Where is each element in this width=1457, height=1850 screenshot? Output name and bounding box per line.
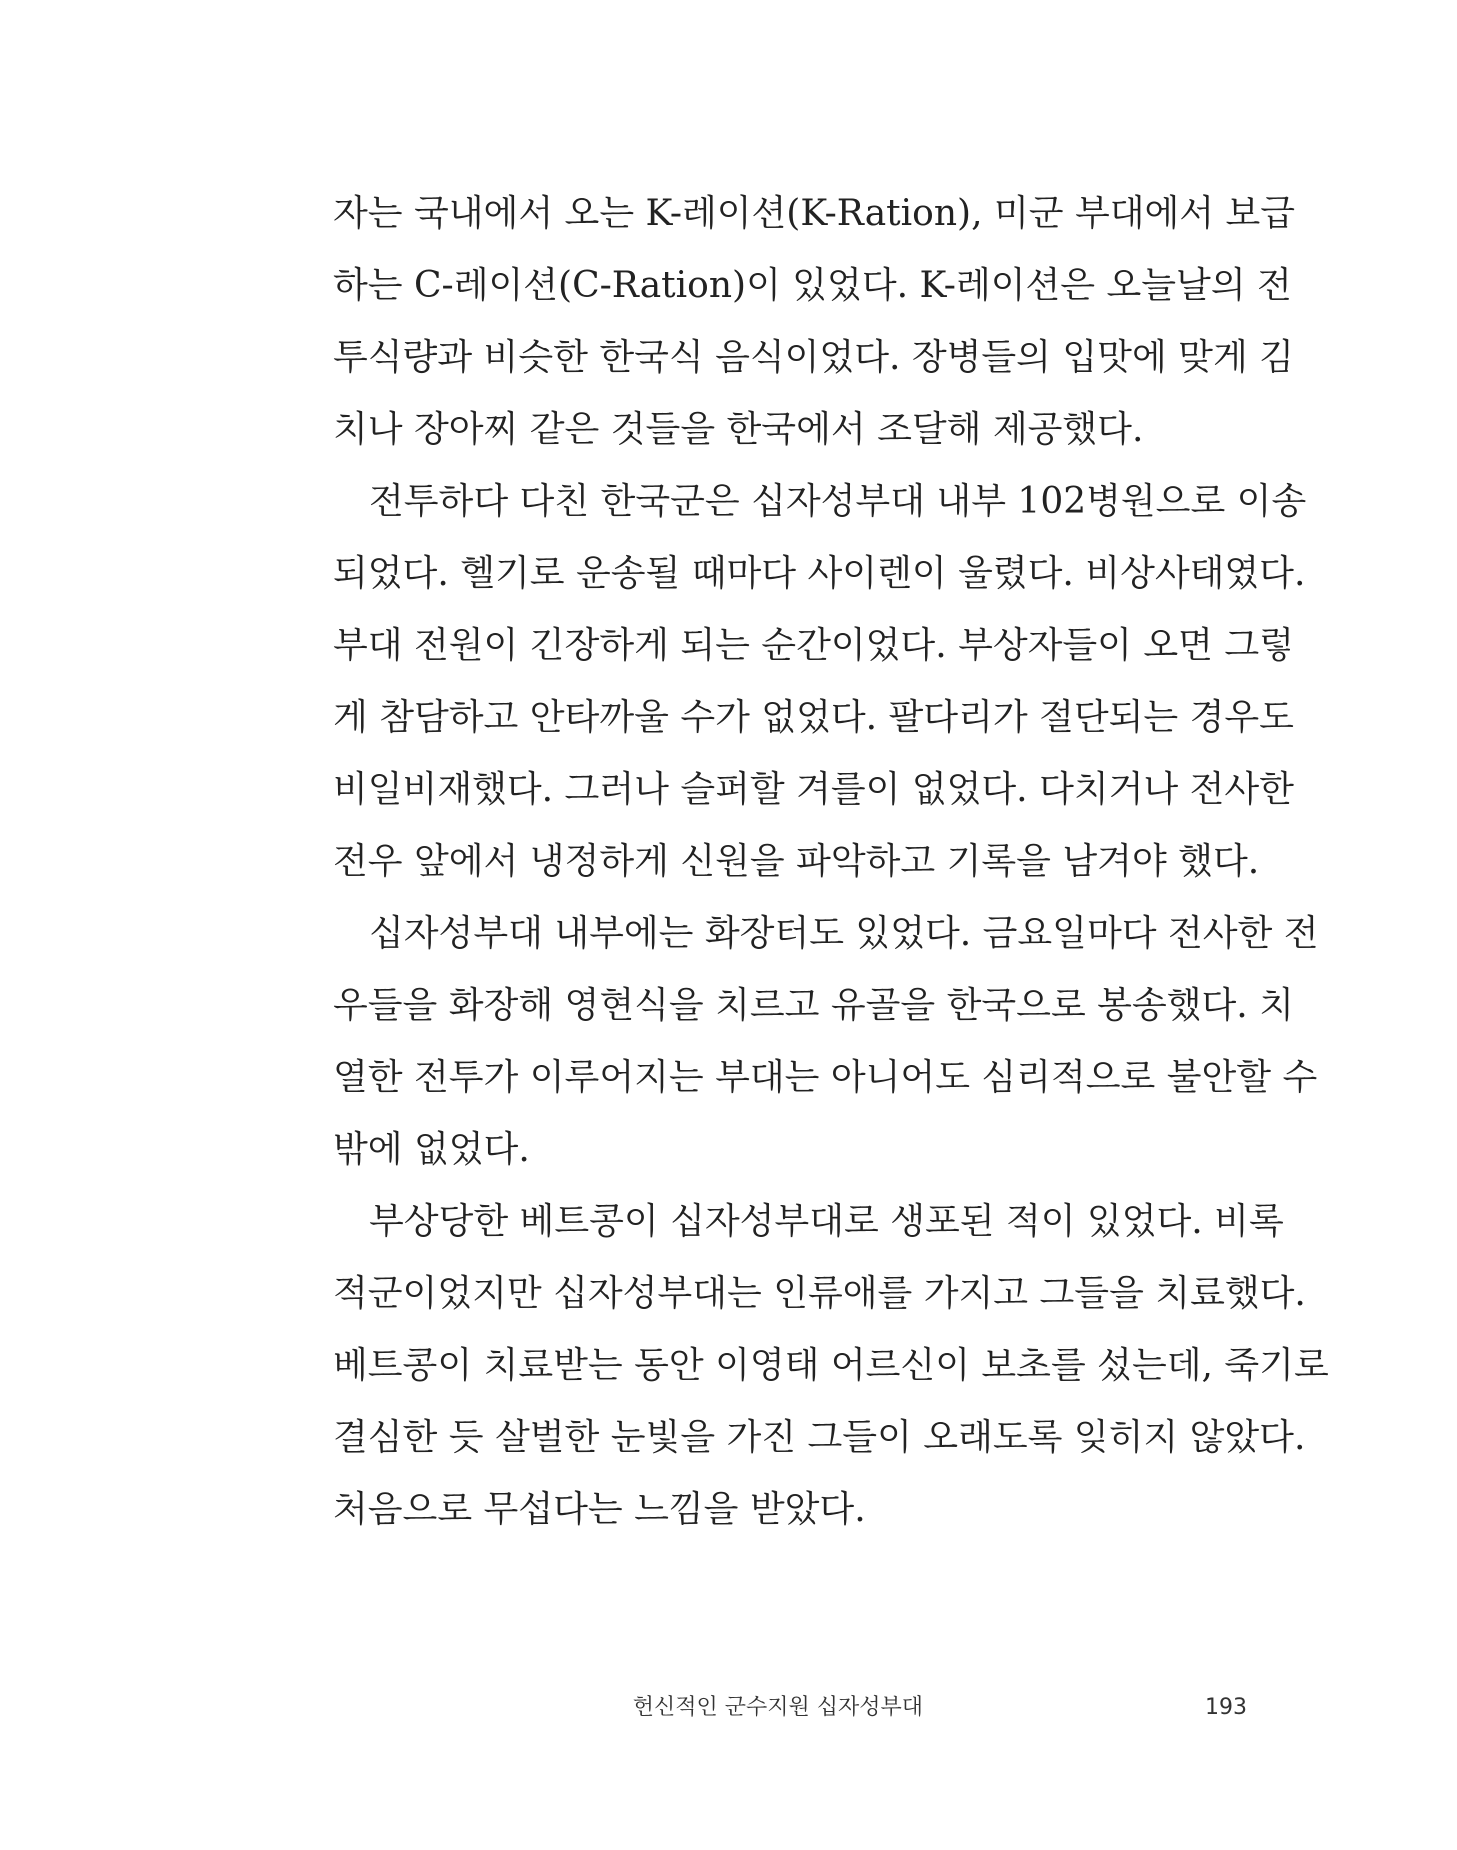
text-line: 게 참담하고 안타까울 수가 없었다. 팔다리가 절단되는 경우도 xyxy=(333,697,1294,738)
paragraph-4 xyxy=(333,1186,1329,1546)
text-line: 처음으로 무섭다는 느낌을 받았다. xyxy=(333,1489,866,1530)
page-number: 193 xyxy=(1205,1695,1247,1720)
text-line: 투식량과 비슷한 한국식 음식이었다. 장병들의 입맛에 맞게 김 xyxy=(333,337,1294,378)
text-line: 밖에 없었다. xyxy=(333,1129,530,1170)
paragraph-1 xyxy=(333,178,1296,466)
body-text xyxy=(333,178,1329,1546)
paragraph-2 xyxy=(333,466,1307,898)
text-line: 전우 앞에서 냉정하게 신원을 파악하고 기록을 남겨야 했다. xyxy=(333,841,1260,882)
text-line: 열한 전투가 이루어지는 부대는 아니어도 심리적으로 불안할 수 xyxy=(333,1057,1318,1098)
text-line: 십자성부대 내부에는 화장터도 있었다. 금요일마다 전사한 전 xyxy=(369,913,1319,954)
text-line: 하는 C-레이션(C-Ration)이 있었다. K-레이션은 오늘날의 전 xyxy=(333,265,1292,306)
text-line: 베트콩이 치료받는 동안 이영태 어르신이 보초를 섰는데, 죽기로 xyxy=(333,1345,1329,1386)
text-line: 자는 국내에서 오는 K-레이션(K-Ration), 미군 부대에서 보급 xyxy=(333,193,1296,234)
text-line: 적군이었지만 십자성부대는 인류애를 가지고 그들을 치료했다. xyxy=(333,1273,1306,1314)
text-line: 전투하다 다친 한국군은 십자성부대 내부 102병원으로 이송 xyxy=(369,481,1307,522)
text-line: 되었다. 헬기로 운송될 때마다 사이렌이 울렸다. 비상사태였다. xyxy=(333,553,1306,594)
text-line: 부상당한 베트콩이 십자성부대로 생포된 적이 있었다. 비록 xyxy=(369,1201,1284,1242)
running-title: 헌신적인 군수지원 십자성부대 xyxy=(632,1695,923,1720)
text-line: 치나 장아찌 같은 것들을 한국에서 조달해 제공했다. xyxy=(333,409,1144,450)
text-line: 결심한 듯 살벌한 눈빛을 가진 그들이 오래도록 잊히지 않았다. xyxy=(333,1417,1306,1458)
paragraph-3 xyxy=(333,898,1319,1186)
page-footer xyxy=(333,1688,1247,1728)
text-line: 우들을 화장해 영현식을 치르고 유골을 한국으로 봉송했다. 치 xyxy=(333,985,1294,1026)
text-line: 비일비재했다. 그러나 슬퍼할 겨를이 없었다. 다치거나 전사한 xyxy=(333,769,1294,810)
text-line: 부대 전원이 긴장하게 되는 순간이었다. 부상자들이 오면 그렇 xyxy=(333,625,1294,666)
